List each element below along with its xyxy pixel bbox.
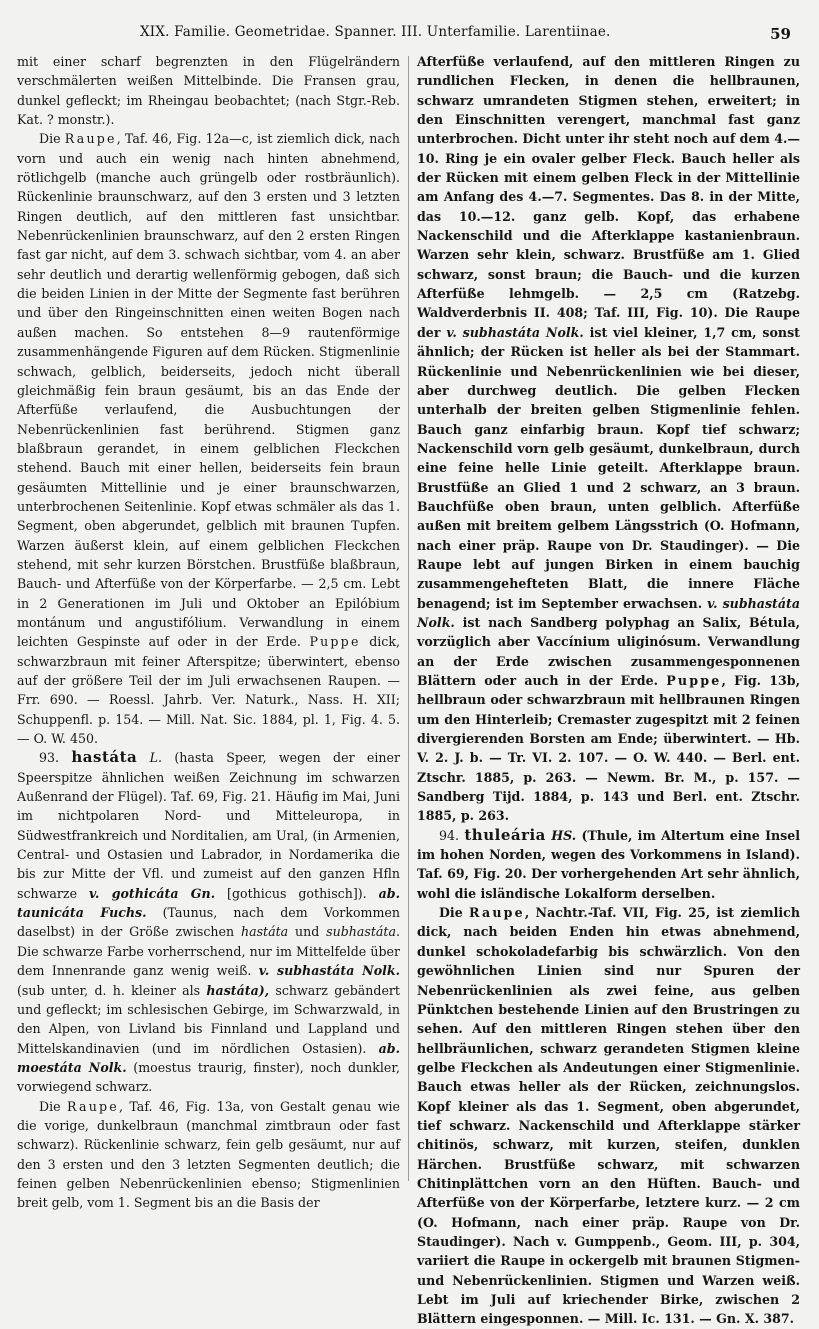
- paragraph-larva-thuelaria: [417, 903, 800, 1329]
- species-entry-93: [17, 748, 400, 1096]
- paragraph-text: ist nach Sandberg polyphag an Salix, Bétula, vorzüglich aber Vaccínium uliginósum. Verwandlung an der Erde zwischen zusammengesponnenen Blättern oder auch in der Erde.: [417, 614, 800, 688]
- paragraph-continued: [417, 52, 800, 826]
- paragraph-text: , Taf. 46, Fig. 12a—c, ist ziemlich dick, nach vorn und auch ein wenig nach hinten abnehmend, rötlichgelb (manche auch grüngelb oder rostbräunlich). Rückenlinie braunschwarz, auf den 3 ersten und 3 letzten Ringen deutlich, auf den mittleren fast unsichtbar. Nebenrückenlinien braunschwarz, auf den 2 ersten Ringen fast gar nicht, auf dem 3. schwach sichtbar, vom 4. an aber sehr deutlich und derartig wellenförmig gebogen, daß sich die beiden Linien in der Mitte der Segmente fast berühren und über den Ringeinschnitten einen weiten Bogen nach außen machen. So entstehen 8—9 rautenförmige zusammenhängende Figuren auf dem Rücken. Stigmenlinie schwach, gelblich, beiderseits, jedoch nicht überall gleichmäßig fein braun gesäumt, bis an das Ende der Afterfüße verlaufend, die Ausbuchtungen der Nebenrückenlinien fast berührend. Stigmen ganz blaßbraun gerandet, in einem gelblichen Fleckchen stehend. Bauch mit einer hellen, beiderseits fein braun gesäumten Mittellinie und je einer braunschwarzen, unterbrochenen Seitenlinie. Kopf etwas schmäler als das 1. Segment, oben abgerundet, gelblich mit braunen Tupfen. Warzen äußerst klein, auf einem gelblichen Fleckchen stehend, mit sehr kurzen Börstchen. Brustfüße blaßbraun, Bauch- und Afterfüße von der Körperfarbe. — 2,5 cm. Lebt in 2 Generationen im Juli und Oktober an Epilóbium montánum und angustifólium. Verwandlung in einem leichten Gespinste auf oder in der Erde.: [17, 131, 400, 650]
- taxon-subhastata: v. subhastáta Nolk.: [446, 324, 584, 340]
- paragraph-text: (Thule, im Altertum eine Insel im hohen Norden, wegen des Vorkommens in Island). Taf. 69, Fig. 20. Der vorhergehenden Art sehr ähnlich, wohl die isländische Lokalform derselben.: [417, 827, 801, 901]
- taxon-ref: subhastáta.: [326, 924, 400, 940]
- paragraph-text: Die schwarze Farbe vorherrschend, nur im Mittelfelde über dem Innenrande ganz wenig weiß.: [17, 943, 400, 979]
- text-lead: Die: [39, 1098, 61, 1114]
- species-author: HS.: [551, 827, 577, 843]
- taxon-gothicata: v. gothicáta Gn.: [88, 885, 216, 901]
- label-raupe: Raupe: [67, 1098, 119, 1114]
- taxon-subhastata: v. subhastáta Nolk.: [258, 963, 400, 979]
- label-raupe: Raupe: [64, 131, 117, 147]
- paragraph-text: (sub unter, d. h. kleiner als: [17, 982, 201, 998]
- species-entry-94: [417, 826, 800, 903]
- paragraph-larva-description: [17, 129, 400, 748]
- paragraph-text: dick, schwarzbraun mit feiner Afterspitze; überwintert, ebenso auf der größere Teil der im Juli erwachsenen Raupen. — Frr. 690. — Roessl. Jahrb. Ver. Naturk., Nass. H. XII; Schuppenfl. p. 154. — Mill. Nat. Sic. 1884, pl. 1, Fig. 4. 5. — O. W. 450.: [17, 634, 400, 747]
- paragraph-text: (moestus traurig, finster), noch dunkler, vorwiegend schwarz.: [17, 1059, 400, 1095]
- paragraph-text: mit einer scharf begrenzten in den Flügelrändern verschmälerten weißen Mittelbinde. Die Fransen grau, dunkel gefleckt; im Rheingau beobachtet; (nach Stgr.-Reb. Kat. ? monstr.).: [17, 54, 400, 128]
- taxon-subhastata: v. subhastáta Nolk.: [417, 595, 800, 630]
- paragraph-text: , Nachtr.-Taf. VII, Fig. 25, ist ziemlich dick, nach beiden Enden hin etwas abnehmend, dunkel schokoladefarbig bis schwärzlich. Von den gewöhnlichen Linien sind nur Spuren der Nebenrückenlinien als zwei feine, aus gelben Pünktchen bestehende Linien auf den Brustringen zu sehen. Auf den mittleren Ringen stehen über den hellbräunlichen, schwarz gerandeten Stigmen kleine gelbe Fleckchen als Andeutungen einer Stigmenlinie. Bauch etwas heller als der Rücken, zeichnungslos. Kopf kleiner als das 1. Segment, oben abgerundet, tief schwarz. Nackenschild und Afterklappe stärker chitinös, schwarz, mit kurzen, steifen, dunklen Härchen. Brustfüße schwarz, mit schwarzen Chitinplättchen vorn an den Hüften. Bauch- und Afterfüße von der Körperfarbe, letztere kurz. — 2 cm (O. Hofmann, nach einer präp. Raupe von Dr. Staudinger). Nach v. Gumppenb., Geom. III, p. 304, variiert die Raupe in ockergelb mit braunen Stigmen- und Nebenrückenlinien. Stigmen und Warzen weiß. Lebt im Juli auf kriechender Birke, zwischen 2 Blättern eingesponnen. — Mill. Ic. 131. — Gn. X. 387.: [417, 905, 801, 1327]
- label-puppe: Puppe: [309, 634, 361, 650]
- paragraph-text: und: [295, 924, 320, 940]
- paragraph-text: [gothicus gothisch]).: [227, 885, 367, 901]
- species-number: 93.: [39, 750, 60, 766]
- taxon-moestata: ab. moestáta Nolk.: [17, 1040, 400, 1075]
- column-divider: [408, 56, 409, 1181]
- paragraph-text: schwarz gebändert und gefleckt; im schlesischen Gebirge, im Schwarzwald, in den Alpen, von Livland bis Finnland und Lappland und Mittelskandinavien (und im nördlichen Ostasien).: [17, 982, 400, 1056]
- species-name: thuleária: [464, 825, 546, 844]
- text-lead: Die: [439, 905, 463, 921]
- paragraph-text: (Taunus, nach dem Vorkommen daselbst) in der Größe zwischen: [17, 905, 400, 940]
- left-column: [17, 52, 400, 1213]
- right-column: [417, 52, 800, 1329]
- page-header: [0, 0, 819, 50]
- label-puppe: Puppe: [666, 673, 722, 688]
- taxon-ref: hastáta),: [206, 982, 270, 998]
- species-name: hastáta: [71, 748, 138, 767]
- species-author: L.: [149, 750, 162, 766]
- text-lead: Die: [39, 131, 61, 147]
- taxon-taunicata: ab. taunicáta Fuchs.: [17, 885, 400, 921]
- page-number: 59: [770, 25, 791, 43]
- paragraph-text: Afterfüße verlaufend, auf den mittleren Ringen zu rundlichen Flecken, in denen die hellbraunen, schwarz umrandeten Stigmen stehen, erweitert; in den Einschnitten verengert, manchmal fast ganz unterbrochen. Dicht unter ihr steht noch auf dem 4.—10. Ring je ein ovaler gelber Fleck. Bauch heller als der Rücken mit einem gelben Fleck in der Mittellinie am Anfang des 4.—7. Segmentes. Das 8. in der Mitte, das 10.—12. ganz gelb. Kopf, das erhabene Nackenschild und die Afterklappe kastanienbraun. Warzen sehr klein, schwarz. Brustfüße am 1. Glied schwarz, sonst braun; die Bauch- und die kurzen Afterfüße lehmgelb. — 2,5 cm (Ratzebg. Waldverderbnis II. 408; Taf. III, Fig. 10). Die Raupe der: [417, 54, 800, 340]
- running-head: XIX. Familie. Geometridae. Spanner. III. Unterfamilie. Larentiinae.: [140, 24, 611, 40]
- paragraph-text: ist viel kleiner, 1,7 cm, sonst ähnlich; der Rücken ist heller als bei der Stammart. Rückenlinie und Nebenrückenlinien wie bei dieser, aber durchweg deutlich. Die gelben Flecken unterhalb der breiten gelben Stigmenlinie fehlen. Bauch ganz einfarbig braun. Kopf tief schwarz; Nackenschild vorn gelb gesäumt, dunkelbraun, durch eine feine helle Linie geteilt. Afterklappe braun. Brustfüße an Glied 1 und 2 schwarz, an 3 braun. Bauchfüße oben braun, unten gelblich. Afterfüße außen mit breitem gelbem Längsstrich (O. Hofmann, nach einer präp. Raupe von Dr. Staudinger). — Die Raupe lebt auf jungen Birken in einem bauchig zusammengehefteten Blatt, die innere Fläche benagend; ist im September erwachsen.: [417, 324, 800, 611]
- paragraph-text: (hasta Speer, wegen der einer Speerspitze ähnlichen weißen Zeichnung im schwarzen Außenrand der Flügel). Taf. 69, Fig. 21. Häufig im Mai, Juni im nichtpolaren Nord- und Mitteleuropa, in Südwestfrankreich und Norditalien, am Ural, (in Armenien, Central- und Ostasien und Labrador, in Nordamerika die bis zur Mitte der Vfl. und zumeist auf den ganzen Hfln schwarze: [17, 750, 400, 901]
- paragraph-text: , Fig. 13b, hellbraun oder schwarzbraun mit hellbraunen Ringen um den Hinterleib; Cremaster zugespitzt mit 2 feinen divergierenden Borsten am Ende; überwintert. — Hb. V. 2. J. b. — Tr. VI. 2. 107. — O. W. 440. — Berl. ent. Ztschr. 1885, p. 263. — Newm. Br. M., p. 157. — Sandberg Tijd. 1884, p. 143 und Berl. ent. Ztschr. 1885, p. 263.: [417, 673, 800, 824]
- label-raupe: Raupe: [469, 905, 525, 921]
- paragraph-text: , Taf. 46, Fig. 13a, von Gestalt genau wie die vorige, dunkelbraun (manchmal zimtbraun oder fast schwarz). Rückenlinie schwarz, fein gelb gesäumt, nur auf den 3 ersten und den 3 letzten Segmenten deutlich; die feinen gelben Nebenrückenlinien ebenso; Stigmenlinien breit gelb, vom 1. Segment bis an die Basis der: [17, 1098, 400, 1211]
- taxon-ref: hastáta: [240, 924, 289, 940]
- paragraph-continued: [17, 52, 400, 129]
- paragraph-larva-hastata: [17, 1097, 400, 1213]
- species-number: 94.: [439, 827, 460, 843]
